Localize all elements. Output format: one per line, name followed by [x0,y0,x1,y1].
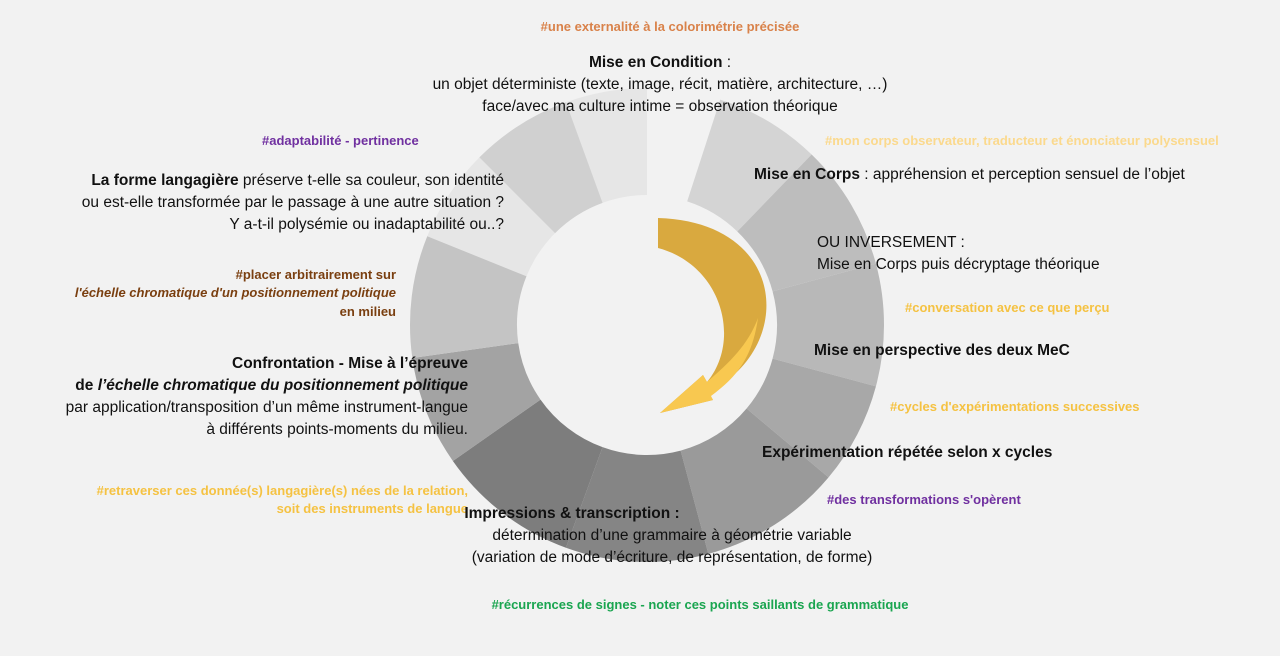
stage-experimentation [762,442,1052,464]
stage-corps-text: : appréhension et perception sensuel de l’objet [859,166,1185,183]
stage-mise-en-perspective [814,340,1070,362]
tag-cycles: #cycles d'expérimentations successives [890,399,1140,414]
tag-recurrences: #récurrences de signes - noter ces points saillants de grammatique [491,597,909,612]
stage-condition-line-2: face/avec ma culture intime = observation théorique [482,98,838,115]
stage-forme-title: La forme langagière [91,172,239,189]
stage-condition-line-1: un objet déterministe (texte, image, récit, matière, architecture, …) [432,76,888,93]
stage-confrontation-de: de [75,377,98,394]
stage-confrontation-title: Confrontation - Mise à l’épreuve [232,355,468,372]
stage-mise-en-condition [370,52,950,118]
stage-impressions-line-1: détermination d’une grammaire à géométrie variable [492,527,852,544]
tag-conversation: #conversation avec ce que perçu [905,300,1110,315]
tag-retraverser-line-2: soit des instruments de langue [276,501,468,517]
stage-condition-title: Mise en Condition [588,54,723,71]
tag-adaptabilite: #adaptabilité - pertinence [262,133,419,148]
tag-transformations: #des transformations s'opèrent [827,492,1021,507]
stage-condition-heading [370,52,950,74]
stage-corps-title: Mise en Corps [754,166,860,183]
stage-experimentation-title: Expérimentation répétée selon x cycles [762,444,1053,461]
stage-impressions-title: Impressions & transcription : [464,505,680,522]
tag-corps-observateur: #mon corps observateur, traducteur et énonciateur polysensuel [825,133,1219,148]
tag-placer-line-2: l'échelle chromatique d'un positionnement politique [74,285,396,301]
stage-impressions-line-2: (variation de mode d’écriture, de représentation, de forme) [471,549,873,566]
stage-confrontation [66,353,468,441]
stage-forme-line-2: ou est-elle transformée par le passage à une autre situation ? [81,194,504,211]
stage-confrontation-ital: l’échelle chromatique du positionnement politique [97,377,468,394]
tag-externalite: #une externalité à la colorimétrie précisée [540,19,800,34]
stage-inverse-line-2: Mise en Corps puis décryptage théorique [817,256,1100,273]
stage-confrontation-line-2 [66,375,468,397]
cycle-arrow [658,218,766,413]
stage-forme-line-1-text: préserve t-elle sa couleur, son identité [238,172,504,189]
stage-forme-line-1 [82,170,504,192]
tag-retraverser-line-1: #retraverser ces donnée(s) langagière(s) nées de la relation, [96,483,468,498]
stage-ou-inversement [817,232,1100,276]
stage-forme-langagiere [82,170,504,236]
tag-placer-line-1: #placer arbitrairement sur [235,267,396,282]
stage-mise-en-corps [754,164,1185,186]
tag-placer-line-3: en milieu [339,303,396,319]
stage-impressions-heading [172,503,972,525]
tag-placer-arbitrairement [75,266,396,321]
stage-perspective-title: Mise en perspective des deux MeC [814,342,1070,359]
stage-confrontation-line-1 [66,353,468,375]
stage-confrontation-line-4: à différents points-moments du milieu. [206,421,468,438]
stage-condition-colon: : [722,54,732,71]
stage-inverse-line-1: OU INVERSEMENT : [817,234,965,251]
stage-forme-line-3: Y a-t-il polysémie ou inadaptabilité ou..? [229,216,504,233]
stage-impressions [372,503,972,569]
stage-confrontation-line-3: par application/transposition d’un même instrument-langue [65,399,468,416]
ring-segments [410,88,884,562]
